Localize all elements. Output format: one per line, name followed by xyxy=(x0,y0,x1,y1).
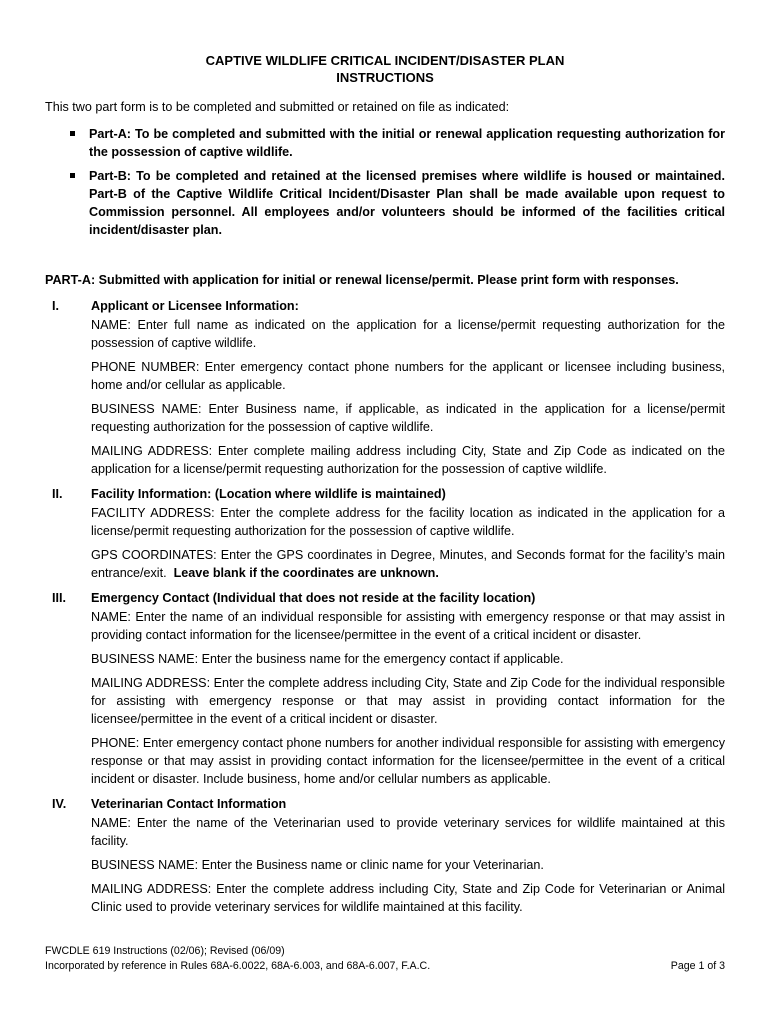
section-veterinarian xyxy=(45,794,725,916)
section-emergency-contact xyxy=(45,588,725,788)
document-title xyxy=(0,52,770,86)
part-list xyxy=(67,125,725,245)
paragraph: PHONE: Enter emergency contact phone numbers for another individual responsible for assisting with emergency response or that may assist in providing contact information for the licensee/permittee in the event of a critical incident or disaster. Include business, home and/or cellular numbers as applicable. xyxy=(91,736,725,786)
paragraph: MAILING ADDRESS: Enter the complete address including City, State and Zip Code for Veterinarian or Animal Clinic used to provide veterinary services for wildlife maintained at this facility. xyxy=(91,882,725,914)
gps-paragraph xyxy=(91,546,725,582)
section-heading xyxy=(45,588,725,608)
bullet-text: Part-B: To be completed and retained at the licensed premises where wildlife is housed or maintained. Part-B of the Captive Wildlife Critical Incident/Disaster Plan shall be made available upon request to Commission personnel. All employees and/or volunteers should be informed of the facilities critical incident/disaster plan. xyxy=(89,169,725,237)
paragraph: MAILING ADDRESS: Enter the complete address including City, State and Zip Code for the individual responsible for assisting with emergency response or that may assist in providing contact information for the licensee/permittee in the event of a critical incident or disaster. xyxy=(91,676,725,726)
intro-text: This two part form is to be completed and submitted or retained on file as indicated: xyxy=(45,100,510,114)
bullet-part-a xyxy=(67,125,725,161)
paragraph: BUSINESS NAME: Enter the business name for the emergency contact if applicable. xyxy=(91,652,564,666)
footer-form-id: FWCDLE 619 Instructions (02/06); Revised (06/09) xyxy=(45,945,285,957)
section-heading xyxy=(45,484,725,504)
footer-reference: Incorporated by reference in Rules 68A-6.0022, 68A-6.003, and 68A-6.007, F.A.C. xyxy=(45,960,431,972)
paragraph: NAME: Enter the name of an individual responsible for assisting with emergency response or that may assist in providing contact information for the licensee/permittee in the event of a critical incident or disaster. xyxy=(91,610,725,642)
paragraph: MAILING ADDRESS: Enter complete mailing address including City, State and Zip Code as indicated on the application for a license/permit requesting authorization for the possession of captive wildlife. xyxy=(91,444,725,476)
footer-left xyxy=(45,944,430,974)
section-title: Emergency Contact (Individual that does not reside at the facility location) xyxy=(91,591,536,605)
gps-text: GPS COORDINATES: Enter the GPS coordinates in Degree, Minutes, and Seconds format for the facility’s main entrance/exit. xyxy=(91,548,725,580)
section-number: II. xyxy=(52,487,63,501)
section-heading xyxy=(45,794,725,814)
title-line-1: CAPTIVE WILDLIFE CRITICAL INCIDENT/DISASTER PLAN xyxy=(205,53,565,68)
section-facility xyxy=(45,484,725,582)
square-bullet-icon xyxy=(70,173,75,178)
section-title: Veterinarian Contact Information xyxy=(91,797,287,811)
part-a-heading: PART-A: Submitted with application for initial or renewal license/permit. Please print form with responses. xyxy=(45,273,679,287)
paragraph: BUSINESS NAME: Enter the Business name or clinic name for your Veterinarian. xyxy=(91,858,544,872)
page-number: Page 1 of 3 xyxy=(670,960,725,972)
bullet-text: Part-A: To be completed and submitted with the initial or renewal application requesting authorization for the possession of captive wildlife. xyxy=(89,127,725,159)
paragraph: NAME: Enter the name of the Veterinarian used to provide veterinary services for wildlife maintained at this facility. xyxy=(91,816,725,848)
section-number: III. xyxy=(52,591,66,605)
paragraph: NAME: Enter full name as indicated on the application for a license/permit requesting authorization for the possession of captive wildlife. xyxy=(91,318,725,350)
section-number: IV. xyxy=(52,797,67,811)
paragraph: PHONE NUMBER: Enter emergency contact phone numbers for the applicant or licensee including business, home and/or cellular as applicable. xyxy=(91,360,725,392)
section-number: I. xyxy=(52,299,59,313)
title-line-2: INSTRUCTIONS xyxy=(336,70,434,85)
section-title: Applicant or Licensee Information: xyxy=(91,299,299,313)
section-applicant xyxy=(45,296,725,478)
section-heading xyxy=(45,296,725,316)
paragraph: FACILITY ADDRESS: Enter the complete address for the facility location as indicated in the application for a license/permit requesting authorization for the possession of captive wildlife. xyxy=(91,506,725,538)
bullet-part-b xyxy=(67,167,725,239)
section-title: Facility Information: (Location where wildlife is maintained) xyxy=(91,487,446,501)
gps-note: Leave blank if the coordinates are unknown. xyxy=(173,566,439,580)
paragraph: BUSINESS NAME: Enter Business name, if applicable, as indicated in the application for a license/permit requesting authorization for the possession of captive wildlife. xyxy=(91,402,725,434)
instruction-sections xyxy=(45,296,725,922)
square-bullet-icon xyxy=(70,131,75,136)
